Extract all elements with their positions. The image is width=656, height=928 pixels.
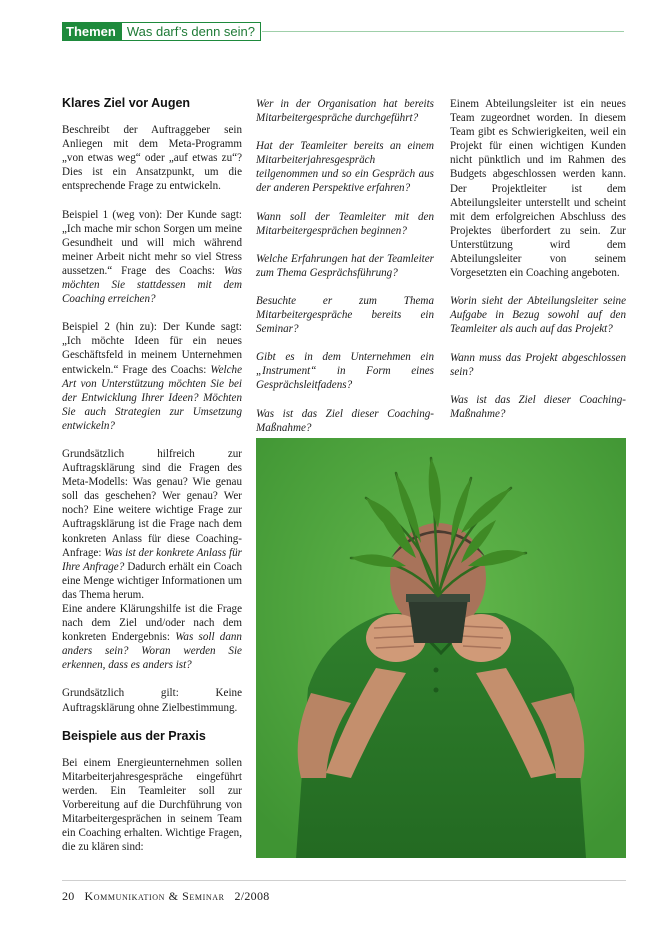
beispiel-1-text: Beispiel 1 (weg von): Der Kunde sagt: „Ich mache mir schon Sorgen um meine Gesundheit und will mich während meiner Arbeit nicht mehr so viel Stress aussetzen.“ Frage des Coachs: bbox=[62, 208, 242, 277]
paragraph-meta-programm: Beschreibt der Auftraggeber sein Anliegen mit dem Meta-Programm „von etwas weg“ oder „auf etwas zu“? Dies ist ein Ansatzpunkt, um die entsprechende Frage zu entwickeln. bbox=[62, 124, 242, 193]
plant-photo-illustration bbox=[256, 438, 626, 858]
column-right bbox=[450, 97, 626, 435]
issue-number: 2/2008 bbox=[234, 889, 270, 903]
meta-modell-text: Grundsätzlich hilfreich zur Auftragsklärung sind die Fragen des Meta-Modells: Was genau? Wie genau soll das geschehen? Wer genau? Wer noch? Eine weitere wichtige Frage zur Auftragsklärung ist die Frage nach dem konkreten Anlass für diese Coaching-Anfrage: bbox=[62, 447, 242, 559]
header-rule bbox=[262, 31, 624, 32]
paragraph-klaerungshilfe bbox=[62, 602, 242, 672]
column-middle bbox=[256, 97, 434, 449]
section-badge: Themen bbox=[62, 22, 121, 41]
question-item: Hat der Teamleiter bereits an einem Mitarbeiterjahresgespräch teilgenommen und so ein Gespräch aus der anderen Perspektive erfahren? bbox=[256, 140, 434, 195]
page-number: 20 bbox=[62, 889, 75, 903]
meta-modell-question: Was ist der konkrete Anlass für Ihre Anfrage? bbox=[62, 546, 242, 573]
meta-modell-text-end: Dadurch erhält ein Coach eine Menge wichtiger Informationen um das Thema herum. bbox=[62, 560, 243, 601]
paragraph-energieunternehmen: Bei einem Energieunternehmen sollen Mitarbeiterjahresgespräche eingeführt werden. Ein Teamleiter soll zur Vorbereitung auf die Durchführung von Mitarbeitergesprächen in seinem Team ein Coaching erhalten. Wichtige Fragen, die zu klären sind: bbox=[62, 756, 242, 854]
question-item: Wer in der Organisation hat bereits Mitarbeitergespräche durchgeführt? bbox=[256, 98, 434, 125]
paragraph-abteilungsleiter: Einem Abteilungsleiter ist ein neues Team zugeordnet worden. In diesem Team gibt es Schwierigkeiten, weil ein Projekt für einen wichtigen Kunden nicht pünktlich und im Rahmen des Budgets abgeschlossen werden kann. Der Projektleiter ist dem Abteilungsleiter unterstellt und scheint mit dem erfolgreichen Abschluss des Projektes überfordert zu sein. Zur Unterstützung wird dem Abteilungsleiter von seinem Vorgesetzten ein Coaching angeboten. bbox=[450, 98, 626, 280]
question-item: Welche Erfahrungen hat der Teamleiter zum Thema Gesprächsführung? bbox=[256, 252, 434, 279]
beispiel-2-question: Welche Art von Unterstützung möchten Sie bei der Entwicklung Ihrer Ideen? Möchten Sie auch Strategien zur Umsetzung entwickeln? bbox=[62, 363, 242, 432]
question-item: Was ist das Ziel dieser Coaching-Maßnahme? bbox=[256, 407, 434, 434]
heading-klares-ziel: Klares Ziel vor Augen bbox=[62, 96, 191, 110]
magazine-name: Kommunikation & Seminar bbox=[84, 889, 225, 903]
question-item: Wann soll der Teamleiter mit den Mitarbeitergesprächen beginnen? bbox=[256, 210, 434, 237]
question-item: Wann muss das Projekt abgeschlossen sein? bbox=[450, 351, 626, 378]
beispiel-2-text: Beispiel 2 (hin zu): Der Kunde sagt: „Ich möchte Ideen für ein neues Geschäftsfeld in meinem Unternehmen entwickeln.“ Frage des Coachs: bbox=[62, 321, 242, 376]
footer-rule bbox=[62, 880, 626, 881]
paragraph-beispiel-2 bbox=[62, 320, 242, 433]
beispiel-1-question: Was möchten Sie stattdessen mit dem Coaching erreichen? bbox=[62, 264, 242, 306]
klaerungshilfe-question: Was soll dann anders sein? Woran werden Sie erkennen, dass es anders ist? bbox=[62, 631, 242, 672]
section-topic: Was darf’s denn sein? bbox=[121, 22, 261, 41]
photo-man-with-plant bbox=[256, 438, 626, 858]
paragraph-beispiel-1 bbox=[62, 208, 242, 307]
column-left bbox=[62, 96, 242, 868]
klaerungshilfe-text: Eine andere Klärungshilfe ist die Frage nach dem Ziel und/oder nach dem konkreten Endergebnis: bbox=[62, 603, 242, 644]
paragraph-grundsatz: Grundsätzlich gilt: Keine Auftragsklärung ohne Zielbestimmung. bbox=[62, 687, 242, 714]
question-item: Was ist das Ziel dieser Coaching-Maßnahme? bbox=[450, 393, 626, 420]
section-header bbox=[62, 22, 261, 41]
heading-beispiele-praxis: Beispiele aus der Praxis bbox=[62, 728, 206, 743]
paragraph-meta-modell bbox=[62, 447, 242, 602]
page-footer bbox=[62, 889, 270, 904]
question-item: Gibt es in dem Unternehmen ein „Instrument“ in Form eines Gesprächsleitfadens? bbox=[256, 351, 434, 392]
question-item: Worin sieht der Abteilungsleiter seine Aufgabe in Bezug sowohl auf den Teamleiter als auch auf das Projekt? bbox=[450, 295, 626, 336]
question-item: Besuchte er zum Thema Mitarbeitergespräche bereits ein Seminar? bbox=[256, 294, 434, 336]
